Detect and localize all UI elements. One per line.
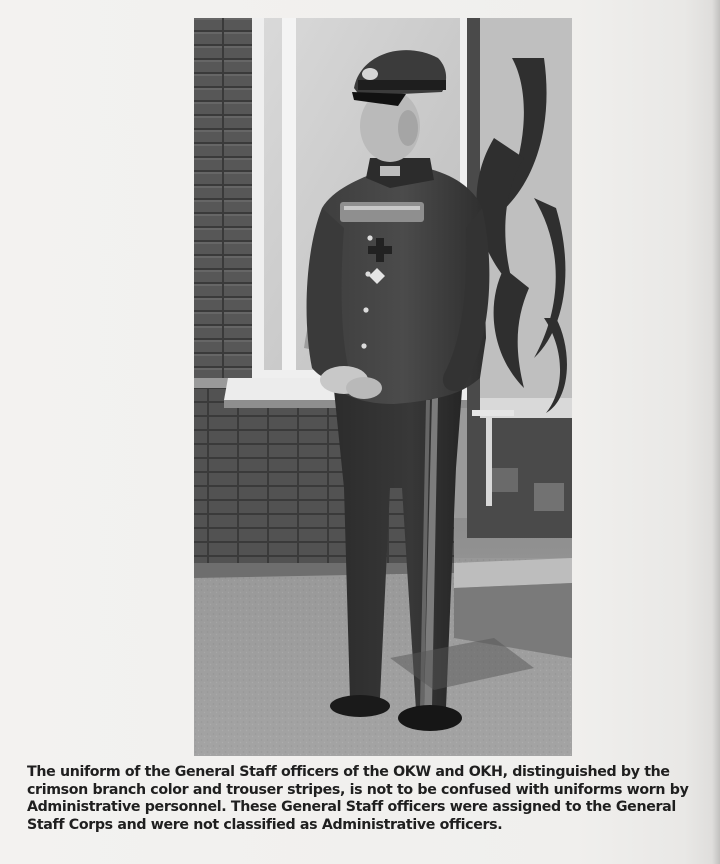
- photograph-officer-portrait: [194, 18, 572, 756]
- brick-wall-upper: [194, 18, 252, 378]
- page-edge-shadow: [712, 0, 720, 864]
- medal-bar: [340, 202, 424, 222]
- photo-caption: [27, 764, 715, 834]
- caption-line-1: The uniform of the General Staff officers of the OKW and OKH, distinguished by the: [27, 764, 670, 780]
- caption-line-3: Administrative personnel. These General Staff officers were assigned to the General: [27, 799, 676, 816]
- caption-line-4: Staff Corps and were not classified as Administrative officers.: [27, 816, 503, 833]
- caption-line-2: crimson branch color and trouser stripes, is not to be confused with uniforms worn by: [27, 781, 689, 798]
- entrance-step: [454, 558, 572, 588]
